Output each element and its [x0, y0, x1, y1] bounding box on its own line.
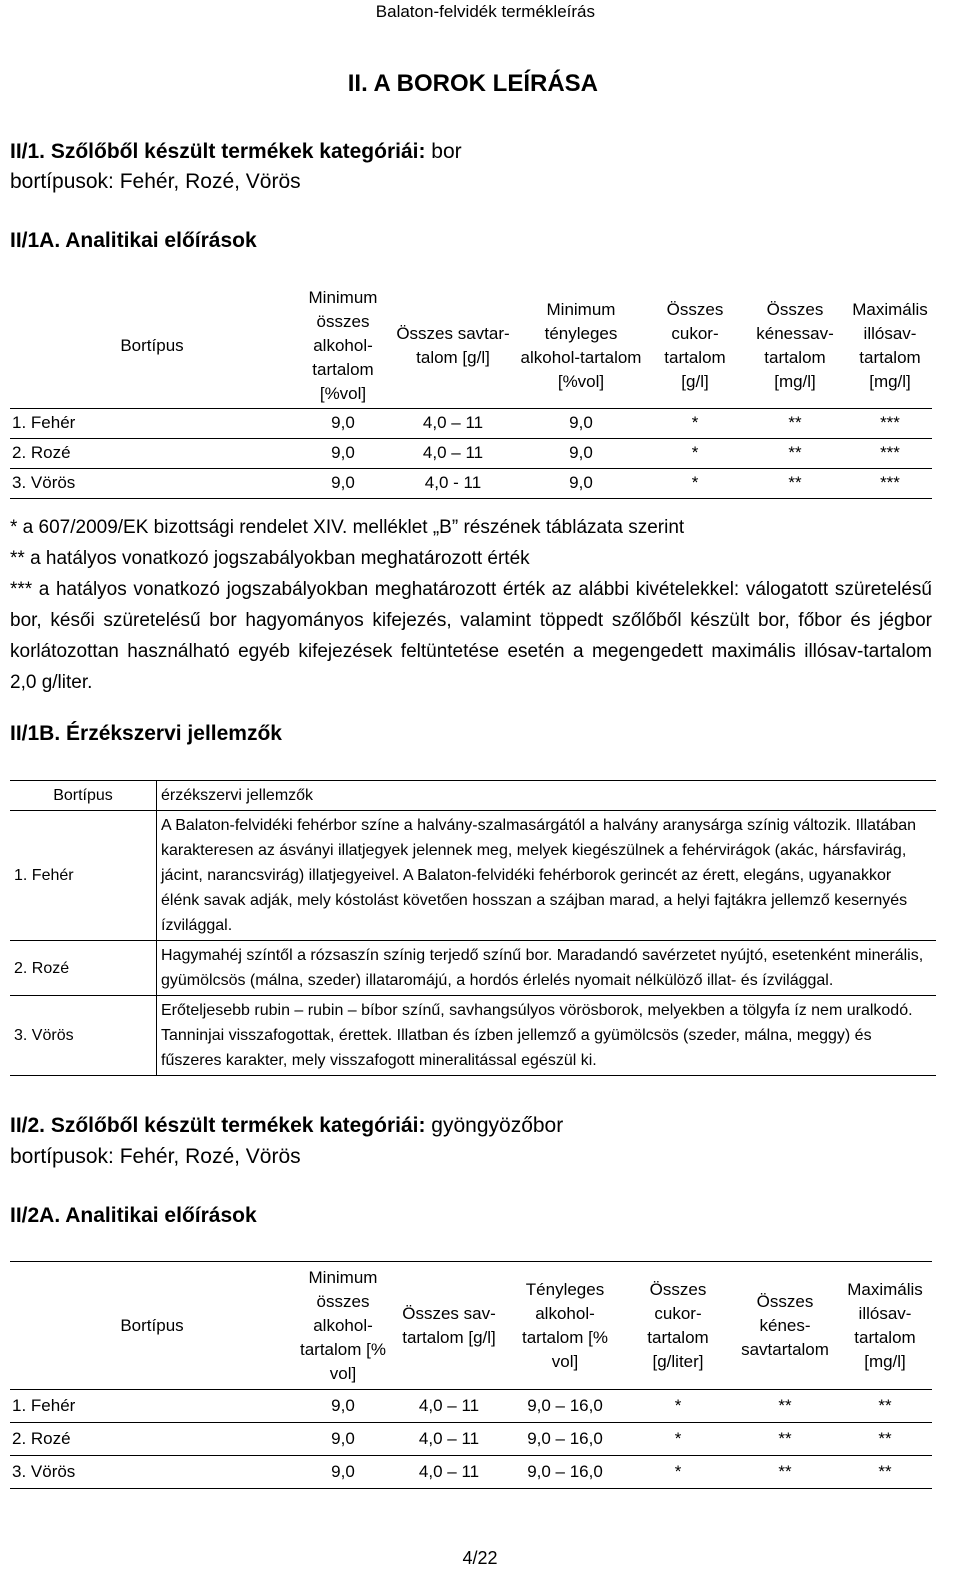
table-cell: *: [648, 468, 742, 498]
table-cell: **: [838, 1456, 932, 1489]
section-heading-ii-1-bold: II/1. Szőlőből készült termékek kategóriái:: [10, 140, 426, 163]
table-row: [10, 996, 936, 1076]
table-cell: 4,0 – 11: [392, 408, 514, 438]
col-header: Összes savtar-talom [g/l]: [392, 284, 514, 408]
table-cell: **: [732, 1423, 838, 1456]
col-header: érzékszervi jellemzők: [157, 781, 937, 811]
table-cell: 9,0: [294, 438, 392, 468]
section-heading-ii-2-rest: gyöngyözőbor: [425, 1114, 564, 1137]
table-cell: ***: [848, 408, 932, 438]
section-heading-ii-2-bold: II/2. Szőlőből készült termékek kategóriái:: [10, 1114, 426, 1137]
table-cell: *: [648, 438, 742, 468]
document-header: Balaton-felvidék termékleírás: [375, 2, 595, 21]
table-cell: **: [838, 1390, 932, 1423]
table-cell: **: [838, 1423, 932, 1456]
table-cell: 9,0: [294, 408, 392, 438]
table-cell: 4,0 – 11: [392, 1423, 506, 1456]
col-header: Bortípus: [10, 1262, 294, 1390]
part-title: II. A BOROK LEÍRÁSA: [347, 70, 598, 97]
table-cell: 9,0: [294, 1423, 392, 1456]
footnote-triple-star: *** a hatályos vonatkozó jogszabályokban meghatározott érték az alábbi kivételekkel: válogatott szüretelésű bor, késői szüretelésű bor hagyományos kifejezés, valamint töppedt szőlőből készült bor, főbor és jégbor korlátozottan használható egyéb kifejezések feltüntetése esetén a megengedett maximális illósav-tartalom 2,0 g/liter.: [10, 579, 932, 693]
table-cell: *: [648, 408, 742, 438]
table-cell: 9,0: [294, 1456, 392, 1489]
col-header: Összes cukor-tartalom [g/liter]: [624, 1262, 732, 1390]
table-header-row: [10, 1262, 932, 1390]
table-row: [10, 408, 932, 438]
section-heading-ii-1a: II/1A. Analitikai előírások: [10, 229, 257, 252]
table-cell: **: [742, 468, 848, 498]
table-cell: Hagymahéj színtől a rózsaszín színig terjedő színű bor. Maradandó savérzetet nyújtó, esetenként minerális, gyümölcsös (málna, szeder) illataromájú, a hordós érlelés nyomait nélkülöző illat- és ízvilággal.: [157, 941, 937, 996]
table-cell: *: [624, 1390, 732, 1423]
table-row: [10, 468, 932, 498]
table-cell: **: [742, 438, 848, 468]
table-cell: 2. Rozé: [10, 1423, 294, 1456]
col-header: Összes kénes-savtartalom: [732, 1262, 838, 1390]
analytics-table-2a: [10, 1261, 932, 1489]
page-number: 4/22: [462, 1548, 498, 1568]
col-header: Maximális illósav-tartalom [mg/l]: [838, 1262, 932, 1390]
table-cell: 9,0: [514, 468, 648, 498]
table-cell: 9,0 – 16,0: [506, 1456, 624, 1489]
table-row: [10, 1390, 932, 1423]
table-cell: 9,0 – 16,0: [506, 1390, 624, 1423]
section-heading-ii-1-rest: bor: [425, 140, 462, 163]
section-heading-ii-1b: II/1B. Érzékszervi jellemzők: [10, 722, 282, 745]
col-header: Maximális illósav-tartalom [mg/l]: [848, 284, 932, 408]
table-row: [10, 1423, 932, 1456]
table-cell: 1. Fehér: [10, 811, 157, 941]
table-row: [10, 811, 936, 941]
col-header: Minimum összes alkohol-tartalom [%vol]: [294, 284, 392, 408]
table-cell: 9,0: [294, 468, 392, 498]
footnote-single-star: * a 607/2009/EK bizottsági rendelet XIV. melléklet „B” részének táblázata szerint: [10, 517, 685, 538]
col-header: Összes cukor-tartalom [g/l]: [648, 284, 742, 408]
table-row: [10, 941, 936, 996]
table-cell: 3. Vörös: [10, 468, 294, 498]
table-cell: 1. Fehér: [10, 1390, 294, 1423]
table-cell: **: [732, 1390, 838, 1423]
table-row: [10, 438, 932, 468]
table-cell: 9,0: [514, 438, 648, 468]
table-cell: 3. Vörös: [10, 996, 157, 1076]
col-header: Összes kénessav-tartalom [mg/l]: [742, 284, 848, 408]
section-heading-ii-2a: II/2A. Analitikai előírások: [10, 1204, 257, 1227]
table-cell: *: [624, 1456, 732, 1489]
col-header: Bortípus: [10, 781, 157, 811]
table-cell: **: [742, 408, 848, 438]
table-row: [10, 1456, 932, 1489]
table-cell: **: [732, 1456, 838, 1489]
col-header: Minimum tényleges alkohol-tartalom [%vol]: [514, 284, 648, 408]
table-cell: 2. Rozé: [10, 941, 157, 996]
table-cell: A Balaton-felvidéki fehérbor színe a halvány-szalmasárgától a halvány aranysárga színig változik. Illatában karakteresen az ásványi illatjegyek jelennek meg, melyek kiegészülnek a fehérvirágok (akác, hársfavirág, jácint, narancsvirág) illatjegyeivel. A Balaton-felvidéki fehérborok gerincét az érett, elegáns, ugyanakkor élénk savak adják, mely kóstolást követően hosszan a szájban marad, a helyi fajtákra jellemző kesernyés ízvilággal.: [157, 811, 937, 941]
analytics-table-1a: [10, 284, 932, 499]
table-header-row: [10, 284, 932, 408]
table-cell: Erőteljesebb rubin – rubin – bíbor színű, savhangsúlyos vörösborok, melyekben a tölgyfa íz nem uralkodó. Tanninjai visszafogottak, érettek. Illatban és ízben jellemző a gyümölcsös (szeder, málna, meggy) és fűszeres karakter, mely visszafogott mineralitással egészül ki.: [157, 996, 937, 1076]
table-header-row: [10, 781, 936, 811]
section-heading-ii-2: [10, 1114, 563, 1138]
wine-types-line: bortípusok: Fehér, Rozé, Vörös: [10, 170, 301, 193]
col-header: Összes sav-tartalom [g/l]: [392, 1262, 506, 1390]
table-cell: ***: [848, 468, 932, 498]
table-cell: 4,0 – 11: [392, 1456, 506, 1489]
table-cell: 4,0 - 11: [392, 468, 514, 498]
table-cell: 9,0 – 16,0: [506, 1423, 624, 1456]
wine-types-line-2: bortípusok: Fehér, Rozé, Vörös: [10, 1145, 301, 1168]
section-heading-ii-1: [10, 140, 462, 164]
table-cell: *: [624, 1423, 732, 1456]
table-cell: 4,0 – 11: [392, 438, 514, 468]
table-cell: 4,0 – 11: [392, 1390, 506, 1423]
col-header: Minimum összes alkohol-tartalom [% vol]: [294, 1262, 392, 1390]
col-header: Tényleges alkohol-tartalom [% vol]: [506, 1262, 624, 1390]
table-cell: 9,0: [294, 1390, 392, 1423]
sensory-table-1b: [10, 780, 936, 1076]
table-cell: 2. Rozé: [10, 438, 294, 468]
table-cell: ***: [848, 438, 932, 468]
table-cell: 9,0: [514, 408, 648, 438]
col-header: Bortípus: [10, 284, 294, 408]
footnote-double-star: ** a hatályos vonatkozó jogszabályokban meghatározott érték: [10, 548, 530, 569]
table-cell: 3. Vörös: [10, 1456, 294, 1489]
table-cell: 1. Fehér: [10, 408, 294, 438]
